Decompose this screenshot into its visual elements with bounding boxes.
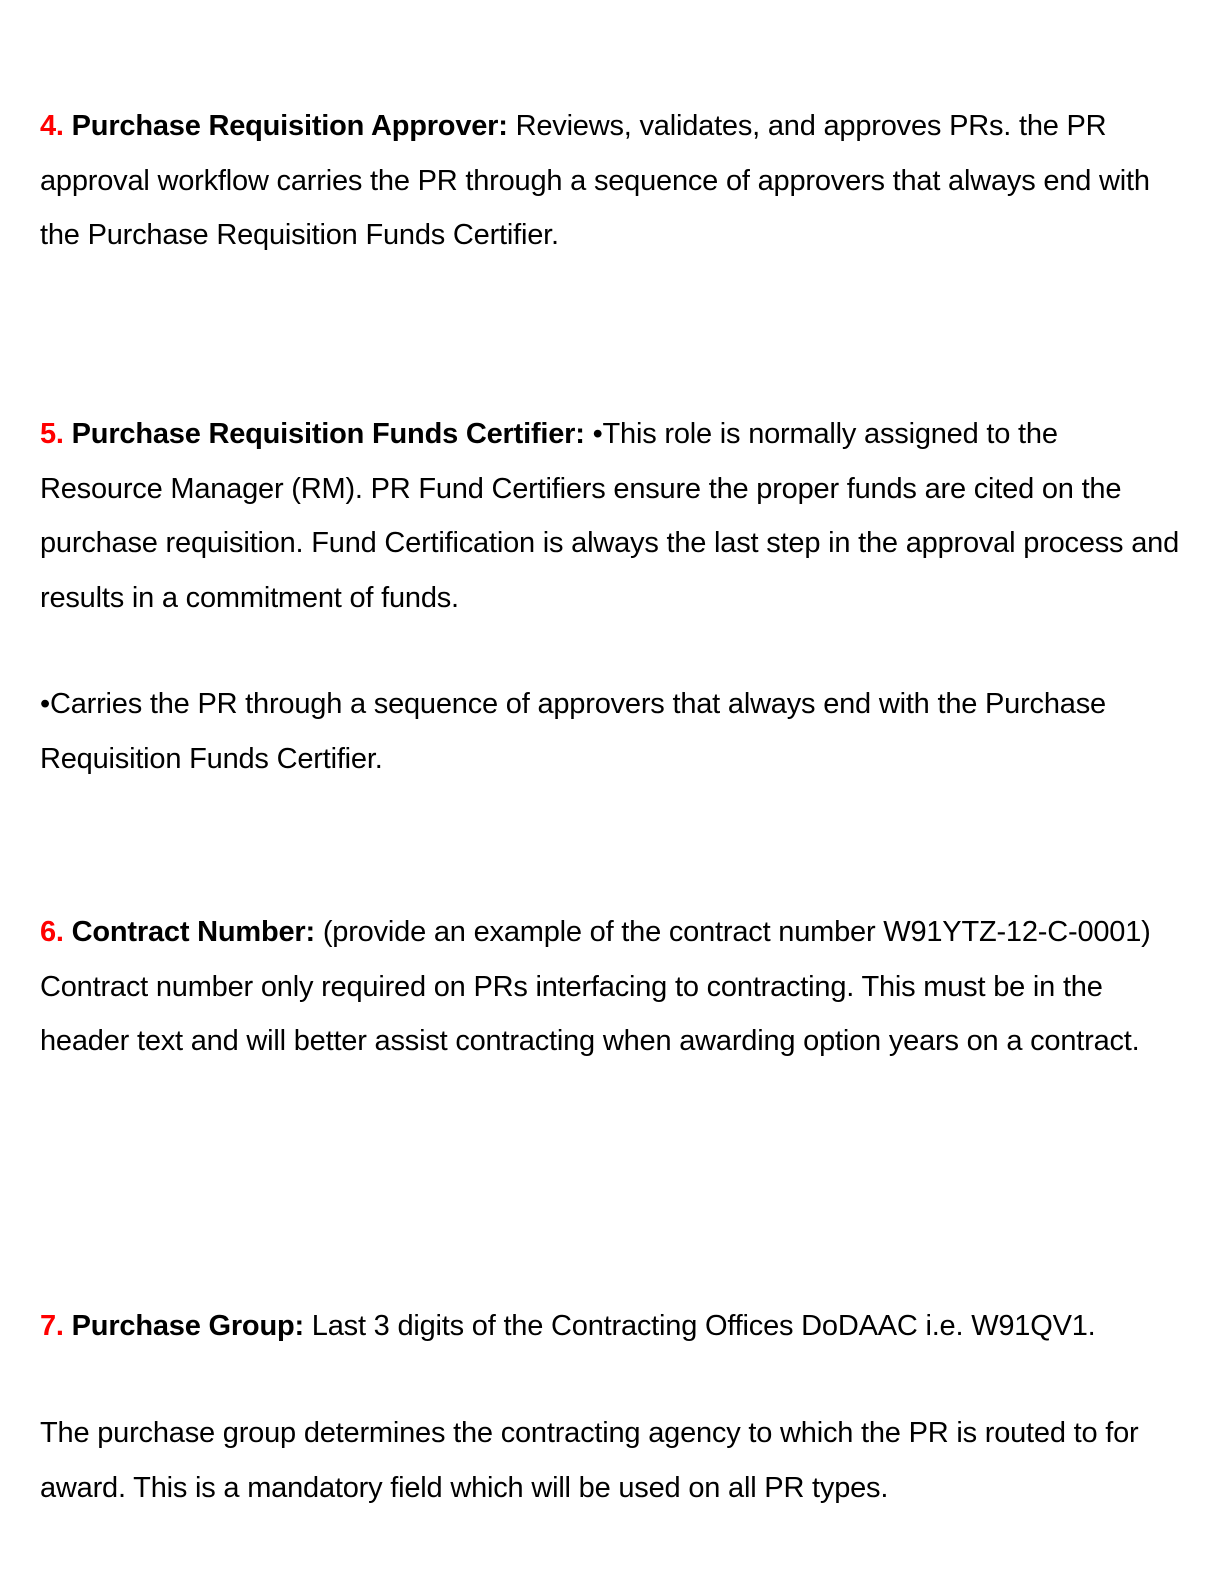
section-7-term: Purchase Group: <box>71 1310 304 1342</box>
section-5-extra-paragraph <box>40 677 1185 786</box>
section-6-paragraph <box>40 905 1185 1069</box>
section-4-number: 4. <box>40 110 64 142</box>
section-7-text: Last 3 digits of the Contracting Offices DoDAAC i.e. W91QV1. <box>311 1310 1096 1342</box>
section-6-number: 6. <box>40 916 64 948</box>
section-7-extra-text: The purchase group determines the contracting agency to which the PR is routed to for award. This is a mandatory field which will be used on all PR types. <box>40 1417 1139 1504</box>
section-5-term: Purchase Requisition Funds Certifier: <box>71 418 585 450</box>
section-5-extra-text: •Carries the PR through a sequence of approvers that always end with the Purchase Requisition Funds Certifier. <box>40 688 1106 775</box>
section-7-paragraph <box>40 1299 1185 1354</box>
section-4-term: Purchase Requisition Approver: <box>71 110 508 142</box>
section-6-text: (provide an example of the contract number W91YTZ-12-C-0001) Contract number only required on PRs interfacing to contracting. This must be in the header text and will better assist contracting when awarding option years on a contract. <box>40 916 1151 1057</box>
section-5-paragraph <box>40 407 1185 625</box>
section-4-text: Reviews, validates, and approves PRs. the PR approval workflow carries the PR through a sequence of approvers that always end with the Purchase Requisition Funds Certifier. <box>40 110 1150 251</box>
section-4-paragraph <box>40 99 1185 263</box>
section-5-number: 5. <box>40 418 64 450</box>
section-7-number: 7. <box>40 1310 64 1342</box>
section-5-text: •This role is normally assigned to the Resource Manager (RM). PR Fund Certifiers ensure the proper funds are cited on the purchase requisition. Fund Certification is always the last step in the approval process and results in a commitment of funds. <box>40 418 1179 614</box>
section-6-term: Contract Number: <box>71 916 315 948</box>
section-7-extra-paragraph <box>40 1406 1185 1515</box>
